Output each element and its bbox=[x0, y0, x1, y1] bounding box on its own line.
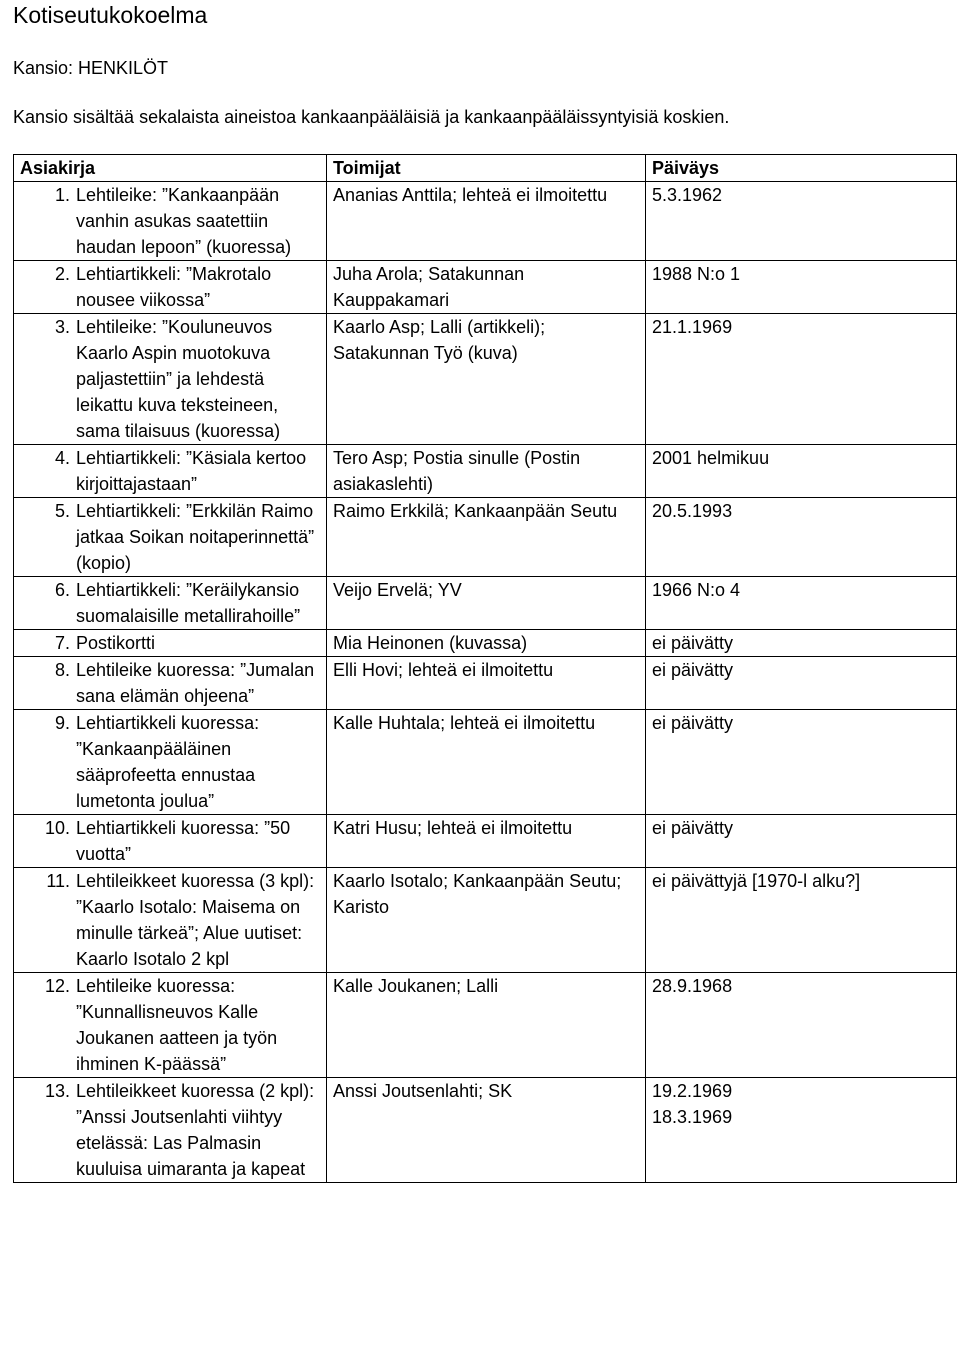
page-title: Kotiseutukokoelma bbox=[13, 2, 208, 28]
document-cell bbox=[14, 314, 327, 445]
row-number: 12. bbox=[44, 976, 70, 996]
date-cell: ei päivätty bbox=[646, 815, 957, 868]
table-row bbox=[14, 445, 957, 498]
row-number: 1. bbox=[54, 185, 70, 205]
date-cell: 2001 helmikuu bbox=[646, 445, 957, 498]
document-title: Lehtiartikkeli: ”Keräilykansio suomalaisille metallirahoille” bbox=[76, 580, 301, 626]
table-row bbox=[14, 314, 957, 445]
document-title: Lehtileike kuoressa: ”Jumalan sana elämän ohjeena” bbox=[76, 660, 315, 706]
document-title: Lehtileike: ”Kouluneuvos Kaarlo Aspin muotokuva paljastettiin” ja lehdestä leikattu kuva teksteineen, sama tilaisuus (kuoressa) bbox=[76, 317, 281, 441]
producer-cell: Anssi Joutsenlahti; SK bbox=[327, 1078, 646, 1183]
header-document: Asiakirja bbox=[14, 155, 327, 182]
document-title: Lehtileike: ”Kankaanpään vanhin asukas saatettiin haudan lepoon” (kuoressa) bbox=[76, 185, 292, 257]
table-header-row bbox=[14, 155, 957, 182]
document-cell bbox=[14, 815, 327, 868]
date-cell: ei päivätty bbox=[646, 710, 957, 815]
producer-cell: Tero Asp; Postia sinulle (Postin asiakaslehti) bbox=[327, 445, 646, 498]
document-title: Lehtileike kuoressa: ”Kunnallisneuvos Kalle Joukanen aatteen ja työn ihminen K-päässä” bbox=[76, 976, 278, 1074]
table-body bbox=[14, 182, 957, 1183]
date-cell: ei päivätty bbox=[646, 630, 957, 657]
date-cell: ei päivättyjä [1970-l alku?] bbox=[646, 868, 957, 973]
date-cell: 28.9.1968 bbox=[646, 973, 957, 1078]
table-row bbox=[14, 815, 957, 868]
producer-cell: Kalle Huhtala; lehteä ei ilmoitettu bbox=[327, 710, 646, 815]
document-title: Lehtiartikkeli kuoressa: ”Kankaanpääläinen sääprofeetta ennustaa lumetonta joulua” bbox=[76, 713, 260, 811]
producer-cell: Kalle Joukanen; Lalli bbox=[327, 973, 646, 1078]
table-row bbox=[14, 182, 957, 261]
date-cell: 1966 N:o 4 bbox=[646, 577, 957, 630]
date-cell: 19.2.1969 18.3.1969 bbox=[646, 1078, 957, 1183]
header-producer: Toimijat bbox=[327, 155, 646, 182]
table-row bbox=[14, 261, 957, 314]
producer-cell: Juha Arola; Satakunnan Kauppakamari bbox=[327, 261, 646, 314]
folder-label: Kansio: HENKILÖT bbox=[13, 58, 169, 78]
document-cell bbox=[14, 498, 327, 577]
date-cell: 20.5.1993 bbox=[646, 498, 957, 577]
table-row bbox=[14, 657, 957, 710]
row-number: 13. bbox=[44, 1081, 70, 1101]
row-number: 11. bbox=[46, 871, 70, 891]
producer-cell: Mia Heinonen (kuvassa) bbox=[327, 630, 646, 657]
date-cell: 1988 N:o 1 bbox=[646, 261, 957, 314]
table-row bbox=[14, 1078, 957, 1183]
producer-cell: Elli Hovi; lehteä ei ilmoitettu bbox=[327, 657, 646, 710]
producer-cell: Kaarlo Asp; Lalli (artikkeli); Satakunnan Työ (kuva) bbox=[327, 314, 646, 445]
producer-cell: Katri Husu; lehteä ei ilmoitettu bbox=[327, 815, 646, 868]
document-cell bbox=[14, 1078, 327, 1183]
document-cell bbox=[14, 445, 327, 498]
row-number: 7. bbox=[54, 633, 70, 653]
producer-cell: Veijo Ervelä; YV bbox=[327, 577, 646, 630]
table-row bbox=[14, 973, 957, 1078]
table-row bbox=[14, 630, 957, 657]
document-title: Lehtiartikkeli: ”Käsiala kertoo kirjoittajastaan” bbox=[76, 448, 307, 494]
document-cell bbox=[14, 710, 327, 815]
row-number: 10. bbox=[44, 818, 70, 838]
row-number: 3. bbox=[54, 317, 70, 337]
document-title: Lehtiartikkeli: ”Makrotalo nousee viikossa” bbox=[76, 264, 272, 310]
row-number: 2. bbox=[54, 264, 70, 284]
records-table bbox=[13, 154, 957, 1183]
row-number: 8. bbox=[54, 660, 70, 680]
document-cell bbox=[14, 657, 327, 710]
header-date: Päiväys bbox=[646, 155, 957, 182]
date-cell: 21.1.1969 bbox=[646, 314, 957, 445]
table-row bbox=[14, 498, 957, 577]
row-number: 5. bbox=[54, 501, 70, 521]
document-cell bbox=[14, 577, 327, 630]
row-number: 6. bbox=[54, 580, 70, 600]
producer-cell: Kaarlo Isotalo; Kankaanpään Seutu; Karisto bbox=[327, 868, 646, 973]
table-row bbox=[14, 577, 957, 630]
document-title: Lehtileikkeet kuoressa (3 kpl): ”Kaarlo Isotalo: Maisema on minulle tärkeä”; Alue uutiset: Kaarlo Isotalo 2 kpl bbox=[76, 871, 315, 969]
table-row bbox=[14, 710, 957, 815]
document-cell bbox=[14, 630, 327, 657]
document-cell bbox=[14, 182, 327, 261]
document-title: Lehtiartikkeli kuoressa: ”50 vuotta” bbox=[76, 818, 291, 864]
document-title: Lehtileikkeet kuoressa (2 kpl): ”Anssi Joutsenlahti viihtyy etelässä: Las Palmasin kuuluisa uimaranta ja kapeat bbox=[76, 1081, 315, 1179]
producer-cell: Ananias Anttila; lehteä ei ilmoitettu bbox=[327, 182, 646, 261]
folder-description: Kansio sisältää sekalaista aineistoa kankaanpääläisiä ja kankaanpääläissyntyisiä koskien. bbox=[13, 107, 730, 127]
document-title: Postikortti bbox=[76, 633, 156, 653]
document-title: Lehtiartikkeli: ”Erkkilän Raimo jatkaa Soikan noitaperinnettä” (kopio) bbox=[76, 501, 315, 573]
document-cell bbox=[14, 868, 327, 973]
row-number: 4. bbox=[54, 448, 70, 468]
table-row bbox=[14, 868, 957, 973]
document-cell bbox=[14, 973, 327, 1078]
document-cell bbox=[14, 261, 327, 314]
producer-cell: Raimo Erkkilä; Kankaanpään Seutu bbox=[327, 498, 646, 577]
date-cell: ei päivätty bbox=[646, 657, 957, 710]
row-number: 9. bbox=[54, 713, 70, 733]
date-cell: 5.3.1962 bbox=[646, 182, 957, 261]
